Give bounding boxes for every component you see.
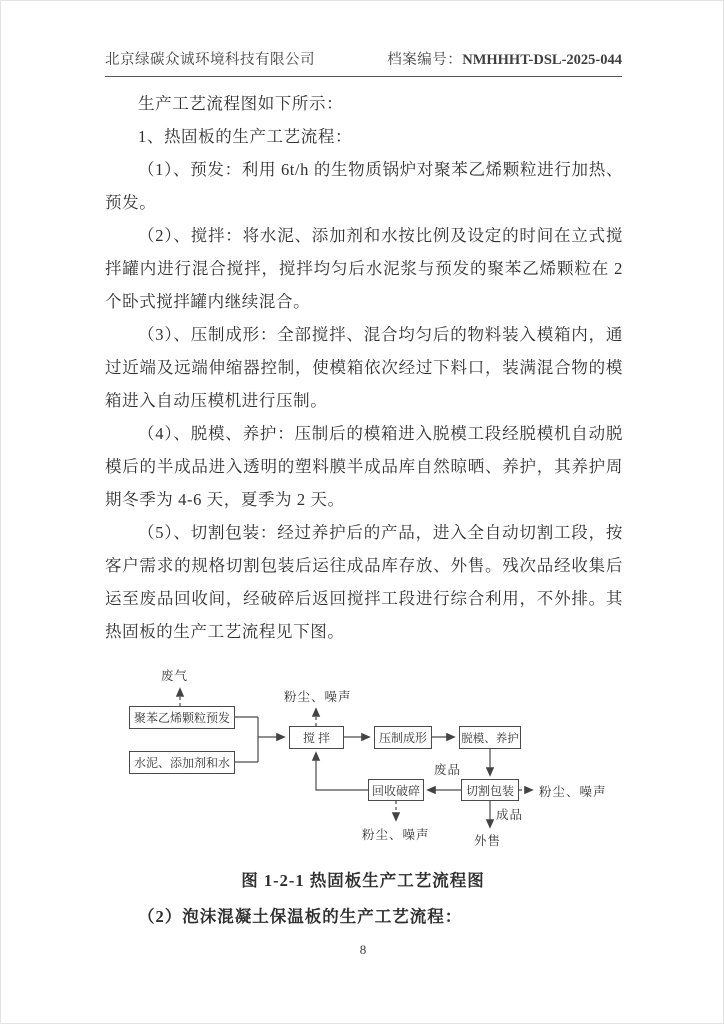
process-flowchart	[106, 661, 666, 856]
flow-box-pre-expand: 聚苯乙烯颗粒预发	[129, 706, 235, 729]
figure-caption: 图 1-2-1 热固板生产工艺流程图	[241, 871, 485, 890]
paragraph-step-4: （4）、脱模、养护：压制后的模箱进入脱模工段经脱模机自动脱模后的半成品进入透明的塑料膜半成品库自然晾晒、养护，其养护周期冬季为 4-6 天，夏季为 2 天。	[105, 424, 623, 509]
doc-number-label: 档案编号：	[387, 52, 463, 68]
paragraph-step-2: （2）、搅拌：将水泥、添加剂和水按比例及设定的时间在立式搅拌罐内进行混合搅拌，搅拌均匀后水泥浆与预发的聚苯乙烯颗粒在 2 个卧式搅拌罐内继续混合。	[105, 226, 623, 311]
flow-box-mixing: 搅 拌	[289, 726, 344, 749]
body-text	[105, 87, 623, 648]
flow-box-demold-curing: 脱模、养护	[459, 726, 521, 749]
header-doc-number-group	[387, 48, 622, 69]
dust-noise-recycle-label: 粉尘、噪声	[362, 828, 430, 842]
dust-noise-mix-label: 粉尘、噪声	[284, 690, 352, 704]
flow-box-recycle-crush: 回收破碎	[368, 779, 424, 801]
flow-box-cut-packing: 切割包装	[461, 779, 519, 801]
waste-gas-label: 废气	[161, 669, 189, 683]
external-sale-label: 外售	[474, 834, 502, 848]
paragraph-step-5: （5）、切割包装：经过养护后的产品，进入全自动切割工段，按客户需求的规格切割包装后运往成品库存放、外售。残次品经收集后运至废品回收间，经破碎后返回搅拌工段进行综合利用，不外排。其热固板的生产工艺流程见下图。	[105, 523, 623, 641]
doc-number-value: NMHHHT-DSL-2025-044	[462, 52, 622, 68]
flow-box-cement-water: 水泥、添加剂和水	[129, 751, 235, 774]
paragraph-intro: 生产工艺流程图如下所示：	[138, 94, 344, 113]
page-number: 8	[359, 942, 367, 957]
dust-noise-cut-label: 粉尘、噪声	[539, 785, 607, 799]
paragraph-process-heading: 1、热固板的生产工艺流程：	[138, 127, 353, 146]
page-header	[105, 48, 622, 77]
next-section-heading: （2）泡沫混凝土保温板的生产工艺流程：	[138, 907, 463, 926]
paragraph-step-1: （1）、预发：利用 6t/h 的生物质锅炉对聚苯乙烯颗粒进行加热、预发。	[105, 160, 623, 212]
paragraph-step-3: （3）、压制成形：全部搅拌、混合均匀后的物料装入模箱内，通过近端及远端伸缩器控制，使模箱依次经过下料口，装满混合物的模箱进入自动压模机进行压制。	[105, 325, 623, 410]
flow-box-press-forming: 压制成形	[374, 726, 432, 749]
finished-product-label: 成品	[496, 808, 524, 822]
header-company: 北京绿碳众诚环境科技有限公司	[105, 52, 315, 68]
scrap-label: 废品	[434, 763, 462, 777]
